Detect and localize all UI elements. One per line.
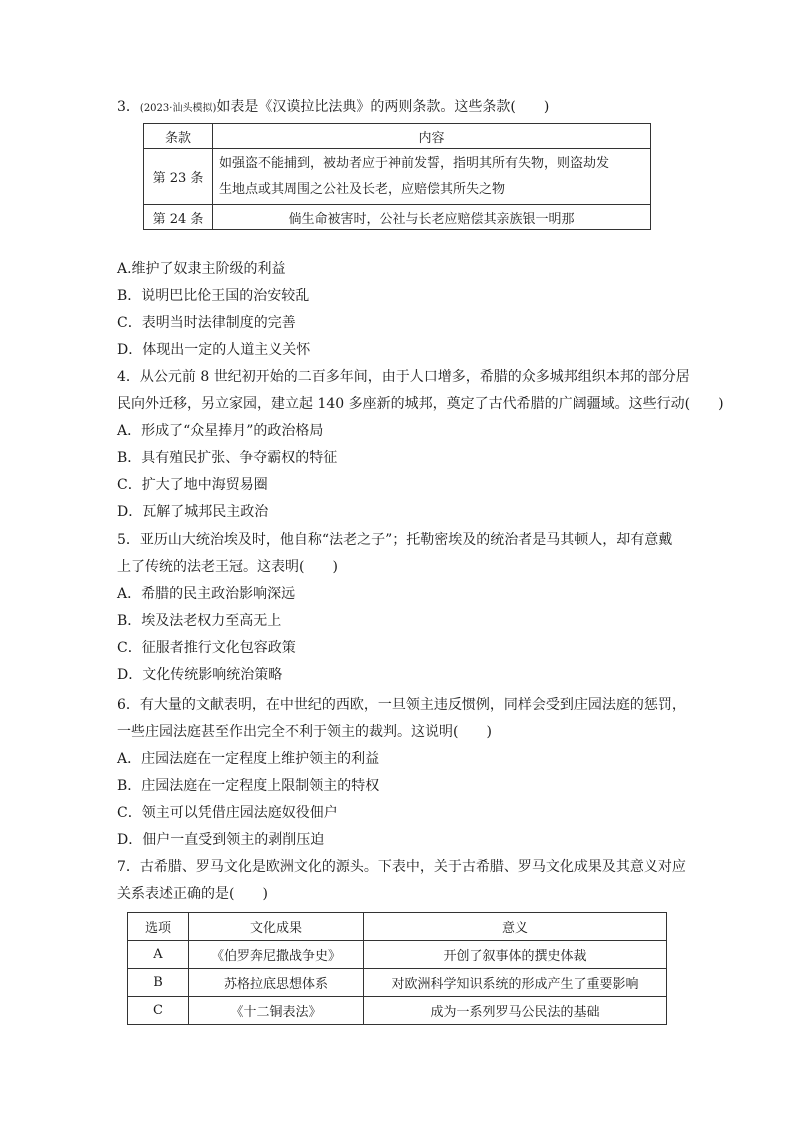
option-d[interactable]: D．体现出一定的人道主义关怀 xyxy=(117,342,311,358)
question-5-stem: 上了传统的法老王冠。这表明( ) xyxy=(117,559,338,575)
option-b[interactable]: B．埃及法老权力至高无上 xyxy=(117,613,282,629)
option-b[interactable]: B．具有殖民扩张、争夺霸权的特征 xyxy=(117,450,338,466)
code-of-hammurabi-table xyxy=(143,123,651,230)
option-c[interactable]: C．表明当时法律制度的完善 xyxy=(117,315,296,331)
option-d[interactable]: D．瓦解了城邦民主政治 xyxy=(117,504,269,520)
option-d[interactable]: D．文化传统影响统治策略 xyxy=(117,667,283,683)
question-5-stem: 5．亚历山大统治埃及时，他自称“法老之子”；托勒密埃及的统治者是马其顿人，却有意戴 xyxy=(117,532,673,548)
table-header-row: 条款 内容 xyxy=(144,124,651,149)
option-c[interactable]: C．征服者推行文化包容政策 xyxy=(117,640,296,656)
option-a[interactable]: A．希腊的民主政治影响深远 xyxy=(117,586,296,602)
greek-roman-culture-table xyxy=(127,912,667,1025)
table-row: A 《伯罗奔尼撒战争史》 开创了叙事体的撰史体裁 xyxy=(128,941,667,969)
table-row: C 《十二铜表法》 成为一系列罗马公民法的基础 xyxy=(128,997,667,1025)
question-3-stem: 3．(2023·汕头模拟)如表是《汉谟拉比法典》的两则条款。这些条款( ) xyxy=(117,99,550,115)
table-header-row: 选项 文化成果 意义 xyxy=(128,913,667,941)
option-a[interactable]: A.维护了奴隶主阶级的利益 xyxy=(117,261,286,277)
question-7-stem: 7．古希腊、罗马文化是欧洲文化的源头。下表中，关于古希腊、罗马文化成果及其意义对应 xyxy=(117,859,686,875)
table-row: 第 24 条 倘生命被害时，公社与长老应赔偿其亲族银一明那 xyxy=(144,205,651,230)
question-6-stem: 6．有大量的文献表明，在中世纪的西欧，一旦领主违反惯例，同样会受到庄园法庭的惩罚， xyxy=(117,697,686,713)
question-7-stem: 关系表述正确的是( ) xyxy=(117,886,268,902)
question-4-stem: 4．从公元前 8 世纪初开始的二百多年间，由于人口增多，希腊的众多城邦组织本邦的部分居 xyxy=(117,369,690,385)
question-4-stem: 民向外迁移，另立家园，建立起 140 多座新的城邦，奠定了古代希腊的广阔疆域。这些行动( ) xyxy=(117,396,724,412)
option-a[interactable]: A．形成了“众星捧月”的政治格局 xyxy=(117,423,324,439)
option-c[interactable]: C．领主可以凭借庄园法庭奴役佃户 xyxy=(117,805,338,821)
option-d[interactable]: D．佃户一直受到领主的剥削压迫 xyxy=(117,832,325,848)
option-b[interactable]: B．说明巴比伦王国的治安较乱 xyxy=(117,288,310,304)
option-a[interactable]: A．庄园法庭在一定程度上维护领主的利益 xyxy=(117,751,380,767)
question-6-stem: 一些庄园法庭甚至作出完全不利于领主的裁判。这说明( ) xyxy=(117,724,492,740)
option-b[interactable]: B．庄园法庭在一定程度上限制领主的特权 xyxy=(117,778,380,794)
table-row: B 苏格拉底思想体系 对欧洲科学知识系统的形成产生了重要影响 xyxy=(128,969,667,997)
option-c[interactable]: C．扩大了地中海贸易圈 xyxy=(117,477,268,493)
table-row: 第 23 条 如强盗不能捕到，被劫者应于神前发誓，指明其所有失物，则盗劫发 生地点或其周围之公社及长老，应赔偿其所失之物 xyxy=(144,149,651,205)
